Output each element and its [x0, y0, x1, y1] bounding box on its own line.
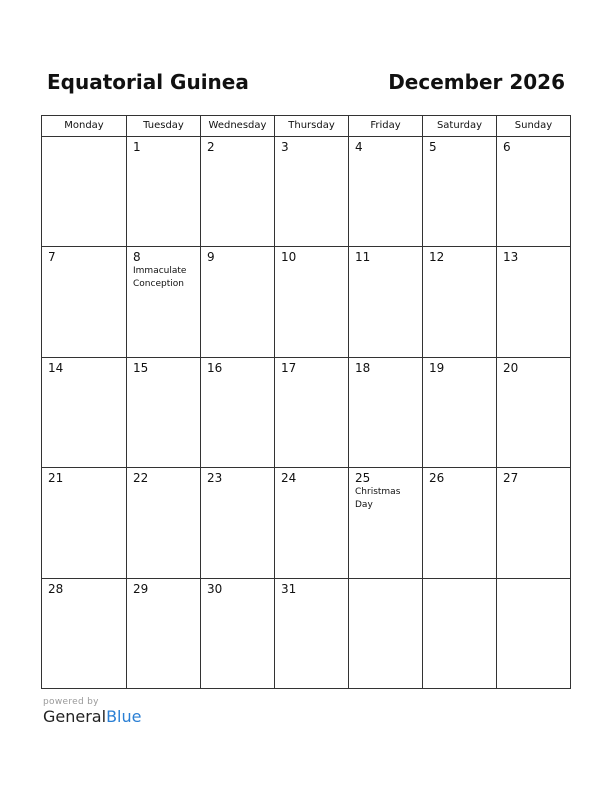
day-cell	[423, 247, 497, 356]
week-row-1	[42, 137, 570, 247]
day-number: 27	[503, 471, 519, 486]
day-number: 26	[429, 471, 445, 486]
day-cell	[423, 579, 497, 689]
day-number: 9	[207, 250, 215, 265]
day-number: 23	[207, 471, 223, 486]
day-number: 20	[503, 360, 519, 375]
day-number: 5	[429, 140, 437, 154]
holiday-label: Christmas Day	[355, 487, 401, 511]
day-cell	[42, 468, 127, 577]
week-row-5	[42, 579, 570, 689]
weekday-header-row	[42, 116, 570, 137]
day-number: 17	[281, 360, 297, 375]
generalblue-logo[interactable]	[43, 708, 141, 726]
day-cell	[275, 247, 349, 356]
calendar-grid	[41, 115, 571, 689]
brand-general-text: General	[43, 707, 107, 726]
day-number: 19	[429, 360, 445, 375]
day-cell	[127, 358, 201, 467]
day-number: 12	[429, 250, 445, 265]
day-cell	[423, 137, 497, 246]
day-cell	[497, 247, 570, 356]
day-cell	[497, 137, 570, 246]
day-cell	[201, 137, 275, 246]
weekday-thursday: Thursday	[275, 116, 349, 136]
day-number: 28	[48, 581, 64, 596]
weekday-monday: Monday	[42, 116, 127, 136]
day-cell	[127, 468, 201, 577]
day-number: 14	[48, 360, 64, 375]
day-number: 1	[133, 140, 141, 154]
day-number: 25	[355, 471, 371, 486]
day-cell	[349, 358, 423, 467]
weekday-saturday: Saturday	[423, 116, 497, 136]
day-cell	[127, 247, 201, 356]
week-row-2	[42, 247, 570, 357]
calendar-header	[47, 70, 565, 100]
day-cell	[201, 579, 275, 689]
day-cell	[497, 358, 570, 467]
day-number: 11	[355, 250, 371, 265]
day-number: 7	[48, 250, 56, 265]
day-number: 29	[133, 581, 149, 596]
brand-blue-text: Blue	[106, 707, 142, 726]
holiday-label: Immaculate Conception	[133, 266, 187, 290]
day-cell	[201, 468, 275, 577]
day-number: 18	[355, 360, 371, 375]
day-cell	[42, 579, 127, 689]
day-number: 31	[281, 581, 297, 596]
month-title: December 2026	[388, 70, 565, 94]
day-cell	[201, 247, 275, 356]
day-number: 21	[48, 471, 64, 486]
day-cell	[423, 358, 497, 467]
day-cell	[127, 579, 201, 689]
footer	[43, 697, 141, 726]
day-cell	[275, 579, 349, 689]
day-number: 30	[207, 581, 223, 596]
day-cell	[349, 137, 423, 246]
day-cell	[42, 358, 127, 467]
day-cell	[275, 468, 349, 577]
day-number: 10	[281, 250, 297, 265]
day-cell	[127, 137, 201, 246]
day-number: 22	[133, 471, 149, 486]
day-cell	[275, 358, 349, 467]
week-row-4	[42, 468, 570, 578]
day-number: 2	[207, 140, 215, 154]
day-number: 6	[503, 140, 511, 154]
day-number: 13	[503, 250, 519, 265]
weekday-wednesday: Wednesday	[201, 116, 275, 136]
day-cell	[201, 358, 275, 467]
day-number: 3	[281, 140, 289, 154]
week-row-3	[42, 358, 570, 468]
powered-by-text: powered by	[43, 697, 99, 707]
day-number: 4	[355, 140, 363, 154]
country-title: Equatorial Guinea	[47, 70, 249, 94]
day-number: 8	[133, 250, 141, 265]
weekday-tuesday: Tuesday	[127, 116, 201, 136]
day-cell	[349, 247, 423, 356]
day-number: 16	[207, 360, 223, 375]
weekday-friday: Friday	[349, 116, 423, 136]
day-cell	[42, 247, 127, 356]
day-cell	[423, 468, 497, 577]
day-number: 15	[133, 360, 149, 375]
day-cell	[497, 468, 570, 577]
day-cell	[349, 468, 423, 577]
day-cell	[497, 579, 570, 689]
day-cell	[42, 137, 127, 246]
weekday-sunday: Sunday	[514, 120, 553, 131]
day-cell	[349, 579, 423, 689]
day-cell	[275, 137, 349, 246]
day-number: 24	[281, 471, 297, 486]
